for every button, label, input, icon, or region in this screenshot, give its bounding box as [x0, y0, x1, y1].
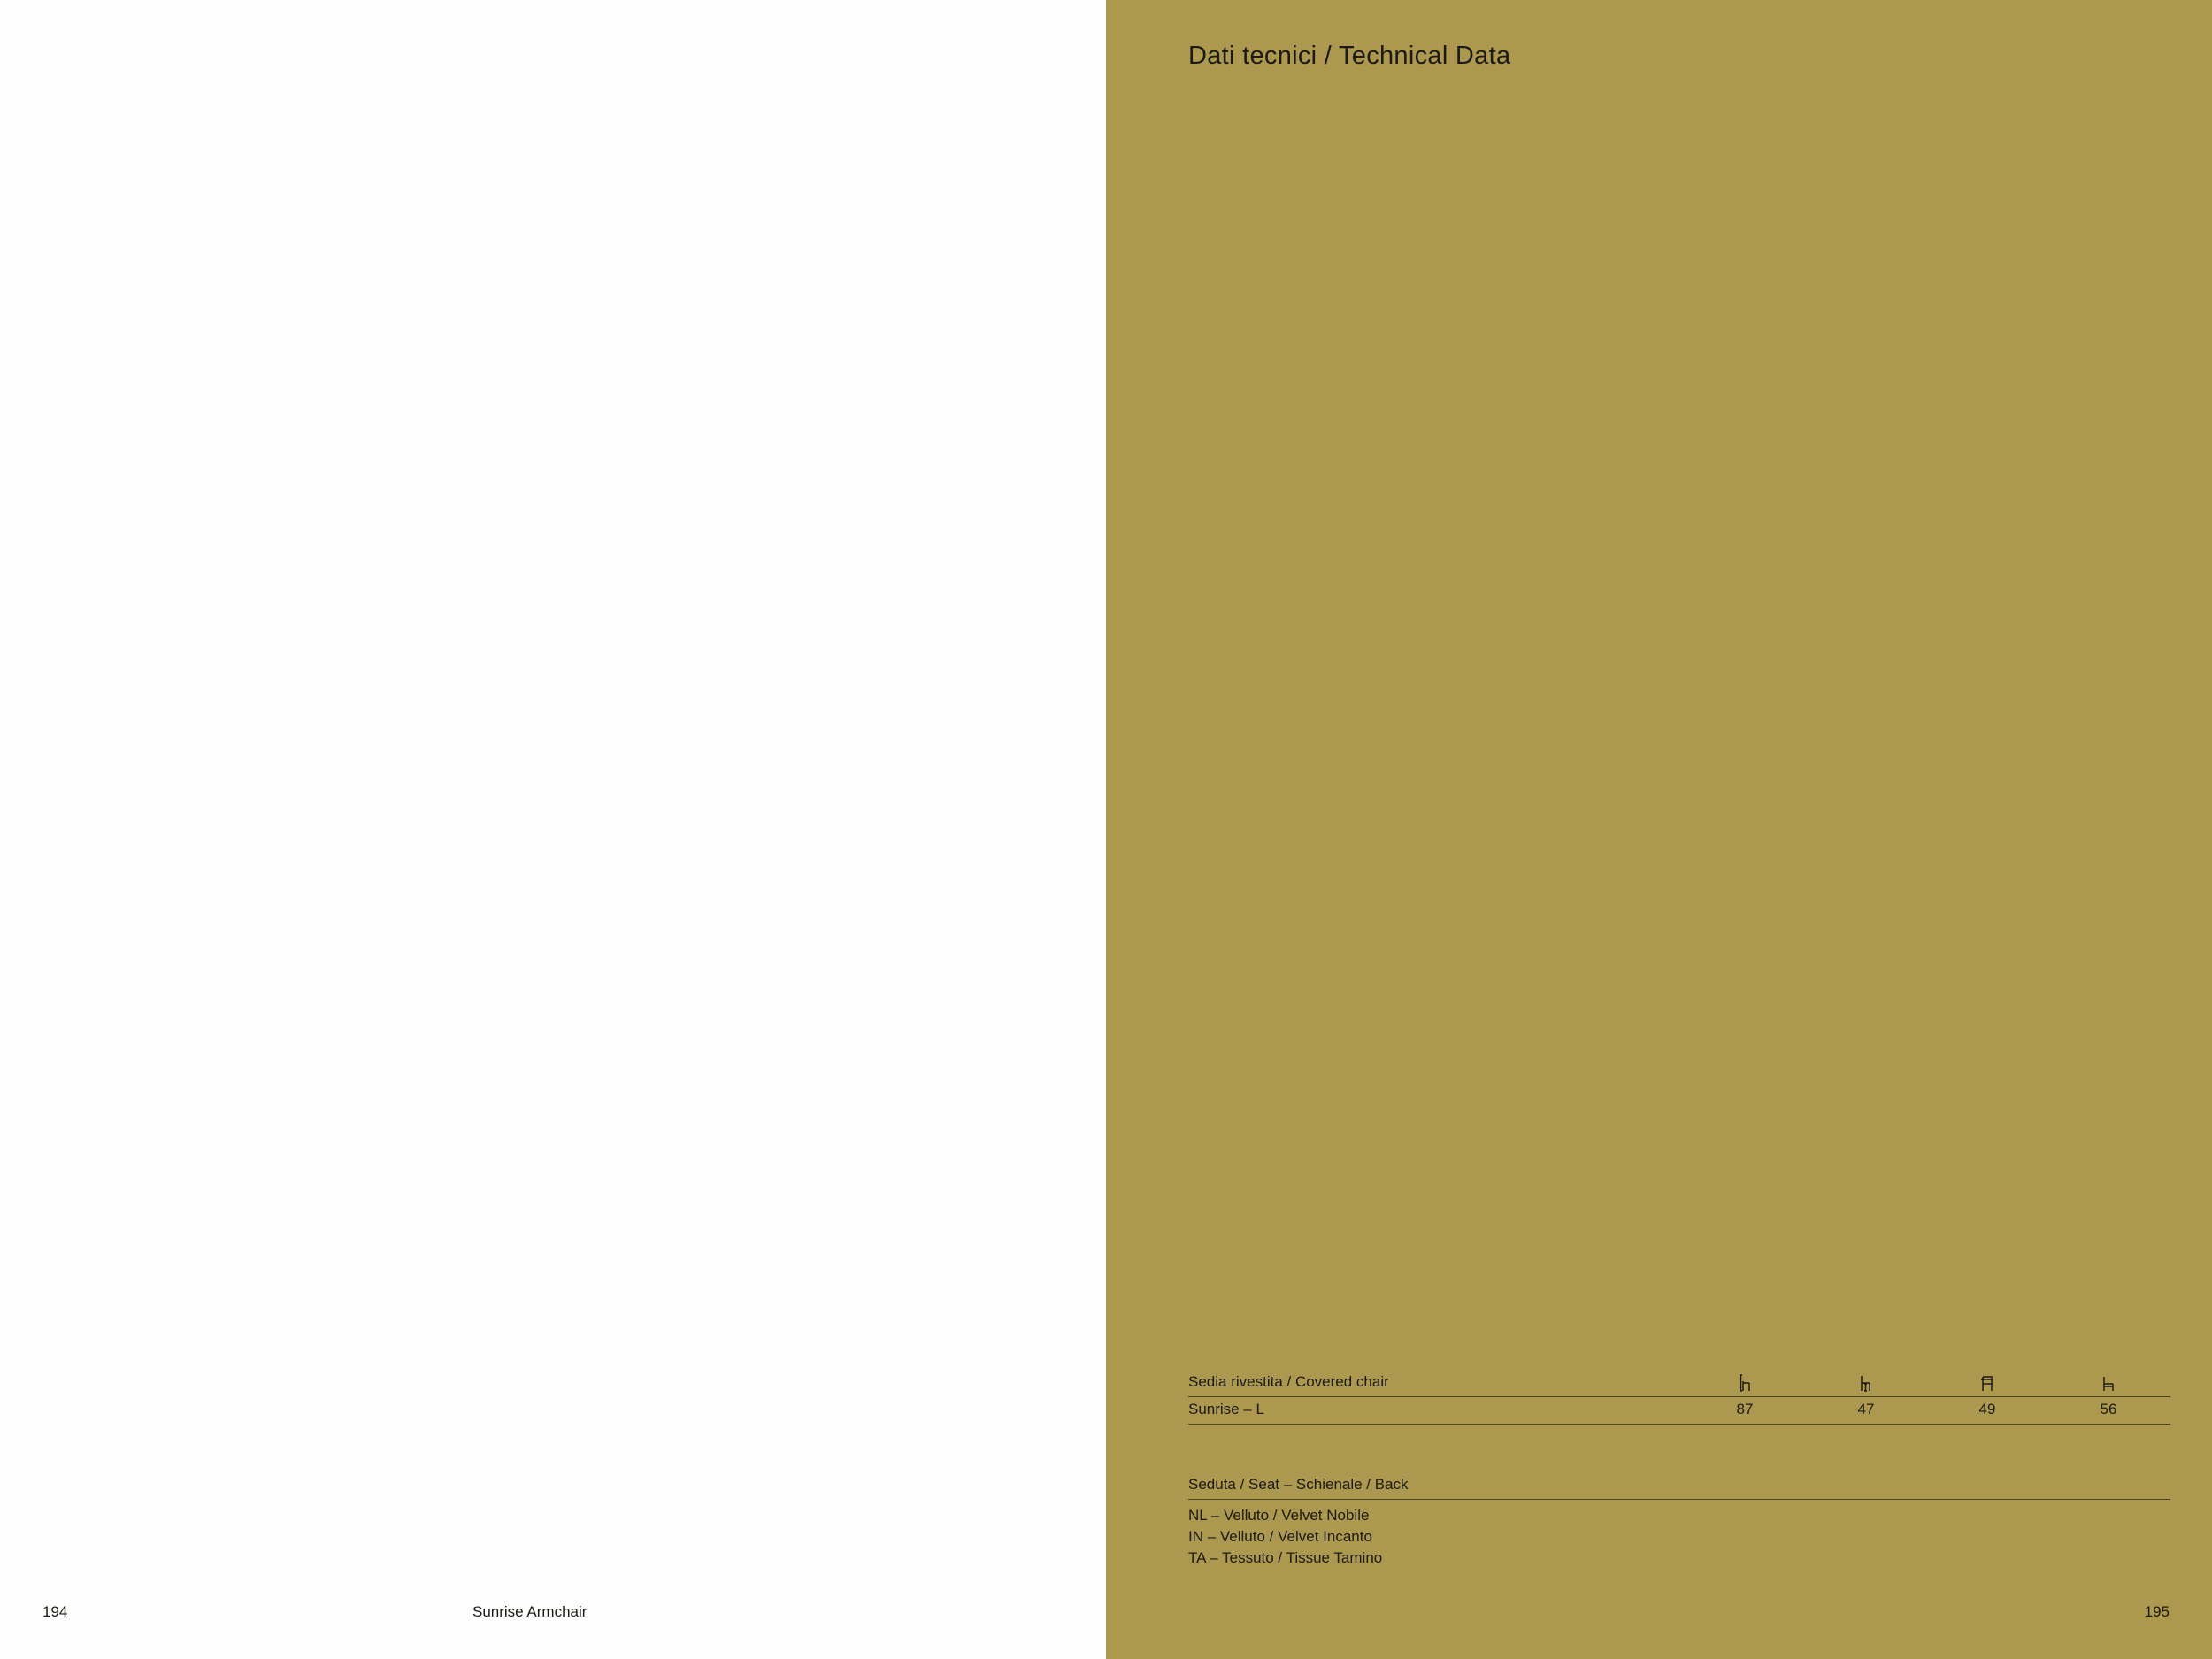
page-number-left: 194	[42, 1603, 68, 1620]
table-row	[1188, 1397, 2170, 1425]
width-value: 49	[1978, 1401, 1996, 1417]
spec-header-label: Sedia rivestita / Covered chair	[1188, 1373, 1389, 1390]
chair-height-icon	[1718, 1372, 1771, 1392]
chair-depth-icon	[2082, 1372, 2135, 1392]
model-name: Sunrise – L	[1188, 1401, 1264, 1417]
materials-section	[1188, 1475, 2170, 1569]
technical-data-title: Dati tecnici / Technical Data	[1188, 42, 1511, 70]
page-number-right: 195	[2144, 1603, 2170, 1620]
running-title: Sunrise Armchair	[472, 1603, 588, 1620]
spec-table-header	[1188, 1370, 2170, 1397]
list-item: IN – Velluto / Velvet Incanto	[1188, 1528, 1372, 1545]
materials-header: Seduta / Seat – Schienale / Back	[1188, 1475, 2170, 1500]
chair-width-icon	[1961, 1372, 2014, 1392]
list-item: TA – Tessuto / Tissue Tamino	[1188, 1549, 1383, 1566]
height-value: 87	[1736, 1401, 1754, 1417]
spec-table	[1188, 1370, 2170, 1425]
list-item: NL – Velluto / Velvet Nobile	[1188, 1507, 1370, 1524]
right-page	[1106, 0, 2212, 1659]
materials-list	[1188, 1505, 2170, 1569]
chair-seat-height-icon	[1839, 1372, 1893, 1392]
depth-value: 56	[2100, 1401, 2117, 1417]
seat-height-value: 47	[1857, 1401, 1875, 1417]
